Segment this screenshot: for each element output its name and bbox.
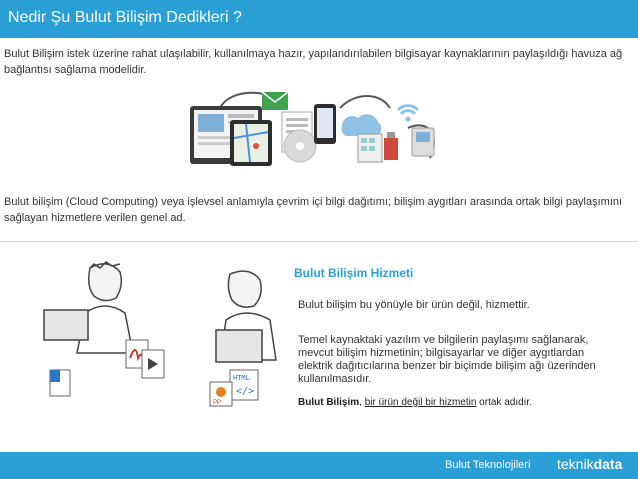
brand-light: teknik <box>557 456 594 472</box>
definition-paragraph: Bulut bilişim (Cloud Computing) veya işlevsel anlamıyla çevrim içi bilgi dağıtımı; bilişim aygıtları arasında ortak bilgi paylaşımını sağlayan hizmetlere verilen genel ad. <box>4 196 623 224</box>
service-title: Bulut Bilişim Hizmeti <box>294 266 414 280</box>
laptop-right <box>216 330 262 362</box>
footer-bar <box>0 452 638 479</box>
service-line-3-end: ortak adıdır. <box>476 397 532 408</box>
cloud-devices-illustration <box>190 88 450 168</box>
service-line-3 <box>298 396 618 409</box>
svg-text:</>: </> <box>236 386 255 397</box>
pp-badge: PP <box>213 400 222 406</box>
brand-logo <box>557 456 622 472</box>
page-title: Nedir Şu Bulut Bilişim Dedikleri ? <box>8 9 242 26</box>
brand-bold: data <box>593 456 623 472</box>
users-sharing-illustration <box>30 258 280 418</box>
html-badge: HTML <box>233 374 250 382</box>
laptop-left <box>44 310 88 340</box>
divider <box>0 241 638 242</box>
intro-paragraph: Bulut Bilişim istek üzerine rahat ulaşılabilir, kullanılmaya hazır, yapılandırılabilen bilgisayar kaynaklarının paylaşıldığı havuza ağ bağlantısı sağlama modelidir. <box>4 48 623 76</box>
service-line-2: Temel kaynaktaki yazılım ve bilgilerin paylaşımı sağlanarak, mevcut bilişim hizmetinin; bilgisayarlar ve diğer aygıtlardan elektrik dağıtıcılarına benzer bir biçimde bilişim ağı üzerinden kullanılmasıdır. <box>298 334 596 385</box>
service-line-3-bold: Bulut Bilişim <box>298 397 360 408</box>
service-line-3-sep: , <box>359 397 365 408</box>
title-bar <box>0 0 638 38</box>
footer-label: Bulut Teknolojileri <box>445 459 531 471</box>
service-line-3-underline: bir ürün değil bir hizmetin <box>364 397 477 408</box>
service-line-1: Bulut bilişim bu yönüyle bir ürün değil, hizmettir. <box>298 299 530 311</box>
